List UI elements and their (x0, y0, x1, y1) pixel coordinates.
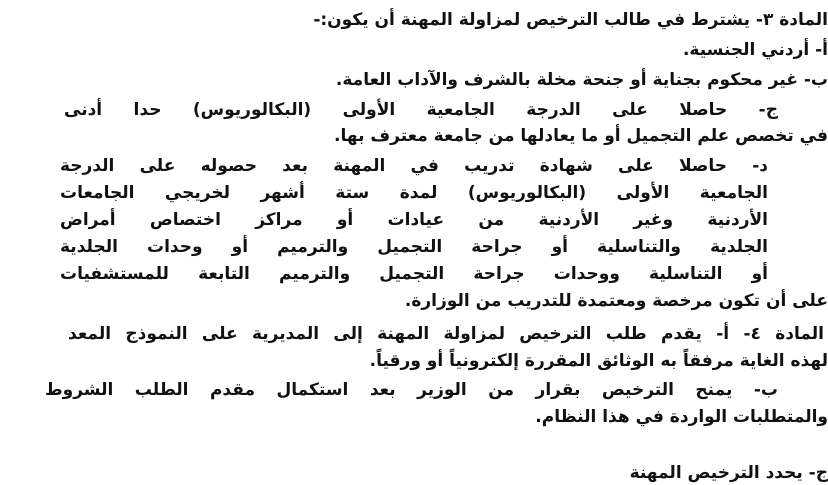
article-3-item-d-line-4: الجلدية والتناسلية أو جراحة التجميل والترميم أو وحدات الجلدية (60, 237, 768, 257)
cut-off-line-container (0, 463, 828, 483)
article-4-item-b-line-2: والمتطلبات الواردة في هذا النظام. (535, 407, 828, 427)
article-4-heading-line-2: لهذه الغاية مرفقاً به الوثائق المقررة إلكترونياً أو ورقياً. (369, 351, 828, 371)
article-4-item-b-line-1: ب- يمنح الترخيص بقرار من الوزير بعد استكمال مقدم الطلب الشروط (45, 380, 778, 400)
article-4-heading-line-1: المادة ٤- أ- يقدم طلب الترخيص لمزاولة المهنة إلى المديرية على النموذج المعد (68, 324, 825, 344)
article-3-item-d-line-2: الجامعية الأولى (البكالوريوس) لمدة ستة أشهر لخريجي الجامعات (60, 183, 768, 203)
article-3-item-d-line-5: أو التناسلية ووحدات جراحة التجميل والترميم التابعة للمستشفيات (60, 264, 768, 284)
article-3-item-b: ب- غير محكوم بجناية أو جنحة مخلة بالشرف والآداب العامة. (335, 70, 828, 90)
article-3-item-d-line-6: على أن تكون مرخصة ومعتمدة للتدريب من الوزارة. (404, 291, 828, 311)
article-3-item-d-line-3: الأردنية وغير الأردنية من عيادات أو مراكز اختصاص أمراض (60, 210, 768, 230)
article-3-item-a: أ- أردني الجنسية. (682, 40, 828, 60)
article-3-item-d-line-1: د- حاصلا على شهادة تدريب في المهنة بعد حصوله على الدرجة (60, 156, 768, 176)
article-3-heading: المادة ٣- يشترط في طالب الترخيص لمزاولة المهنة أن يكون:- (313, 10, 828, 30)
article-3-item-c-line-1: ج- حاصلا على الدرجة الجامعية الأولى (البكالوريوس) حدا أدنى (64, 100, 778, 120)
article-4-item-c-cut-line: ج- يحدد الترخيص المهنة (629, 463, 828, 483)
article-3-item-c-line-2: في تخصص علم التجميل أو ما يعادلها من جامعة معترف بها. (334, 126, 828, 146)
